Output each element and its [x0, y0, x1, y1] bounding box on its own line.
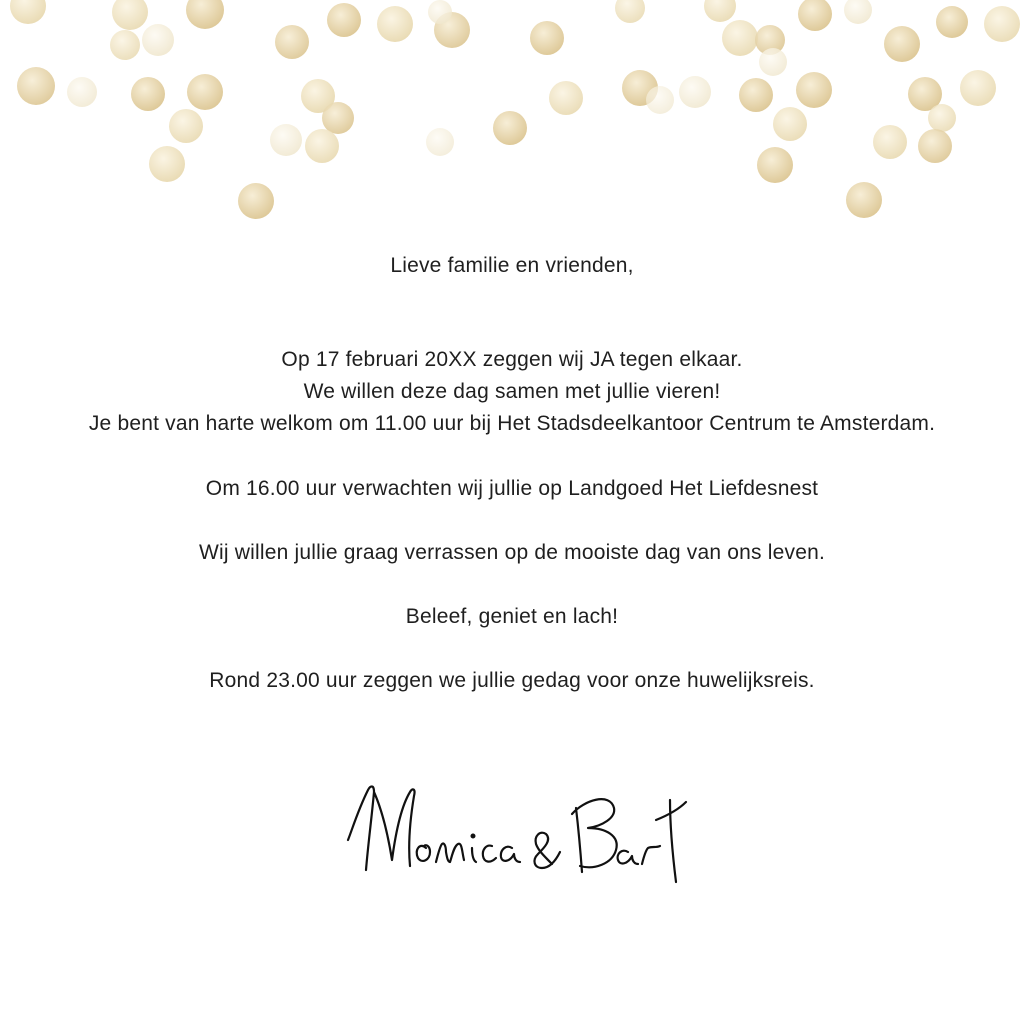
- handwritten-signature: [330, 770, 700, 890]
- gold-confetti-decoration: [0, 0, 1024, 240]
- greeting-text: [0, 250, 1024, 282]
- confetti-dots: [10, 0, 1020, 219]
- surprise-text: [0, 537, 1024, 569]
- intro-paragraph: [0, 344, 1024, 440]
- intro-line: Je bent van harte welkom om 11.00 uur bij Het Stadsdeelkantoor Centrum te Amsterdam.: [88, 412, 936, 435]
- farewell-text: [0, 665, 1024, 697]
- intro-line: We willen deze dag samen met jullie vieren!: [303, 380, 721, 403]
- motto-text: [0, 601, 1024, 633]
- reception-text: [0, 473, 1024, 505]
- farewell-line: Rond 23.00 uur zeggen we jullie gedag voor onze huwelijksreis.: [209, 669, 815, 692]
- surprise-line: Wij willen jullie graag verrassen op de mooiste dag van ons leven.: [198, 541, 826, 564]
- motto-line: Beleef, geniet en lach!: [405, 605, 619, 628]
- reception-line: Om 16.00 uur verwachten wij jullie op Landgoed Het Liefdesnest: [205, 477, 819, 500]
- greeting-line: Lieve familie en vrienden,: [390, 254, 634, 277]
- intro-line: Op 17 februari 20XX zeggen wij JA tegen elkaar.: [281, 348, 743, 371]
